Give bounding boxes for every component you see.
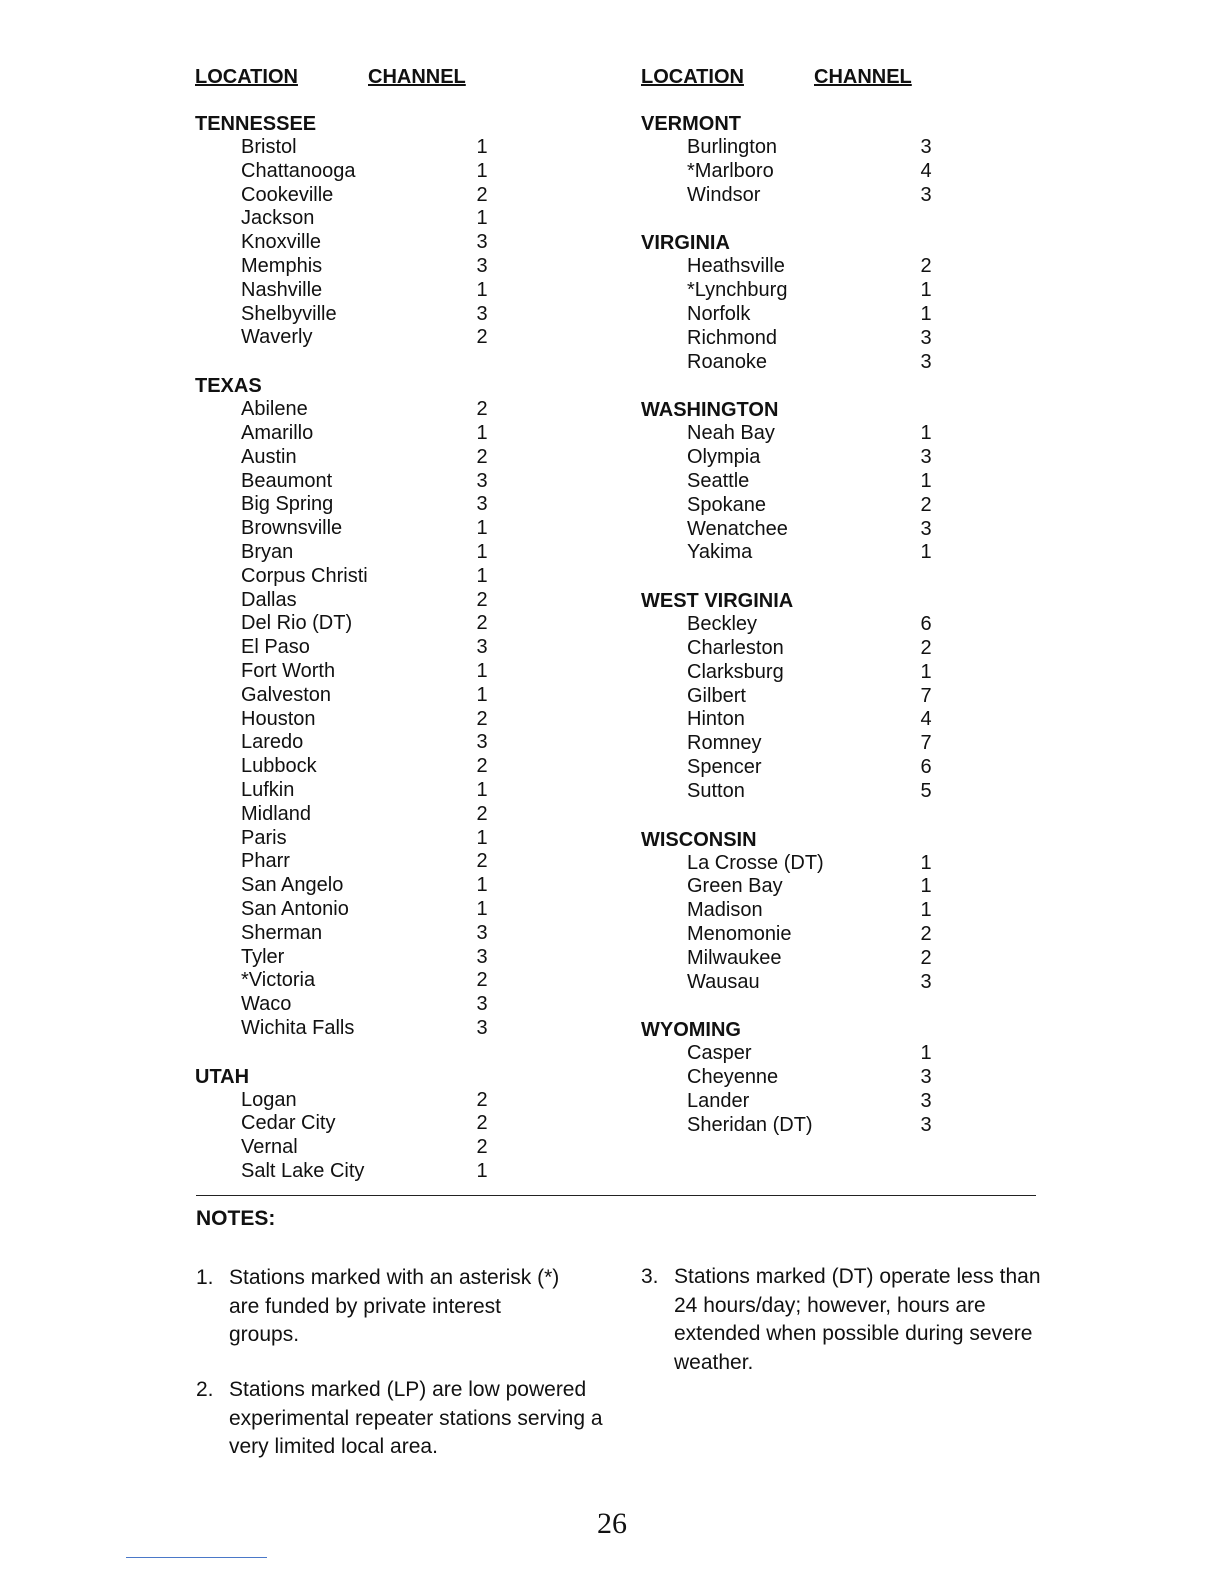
station-row — [195, 470, 595, 494]
state-name: VIRGINIA — [641, 232, 730, 255]
station-channel: 2 — [476, 850, 488, 873]
station-row — [195, 541, 595, 565]
station-location: Hinton — [687, 708, 745, 731]
station-location: Nashville — [241, 278, 323, 301]
station-location: Gilbert — [687, 684, 746, 707]
station-row — [195, 493, 595, 517]
note-text: Stations marked with an asterisk (*) are funded by private interest groups. — [229, 1266, 560, 1346]
station-channel: 5 — [920, 779, 932, 802]
station-channel: 3 — [476, 493, 488, 516]
station-row — [195, 422, 595, 446]
station-channel: 2 — [476, 588, 488, 611]
station-row — [195, 708, 595, 732]
left-column-header — [195, 60, 595, 112]
station-row — [195, 303, 595, 327]
note-text: Stations marked (DT) operate less than 24 hours/day; however, hours are extended when possible during severe weather. — [674, 1265, 1041, 1374]
station-location: Brownsville — [241, 517, 343, 540]
station-row — [641, 971, 1041, 995]
station-location: Laredo — [241, 731, 304, 754]
station-channel: 1 — [920, 660, 932, 683]
station-channel: 1 — [476, 826, 488, 849]
station-location: Sutton — [687, 779, 745, 802]
station-row — [195, 1160, 595, 1184]
station-channel: 1 — [476, 897, 488, 920]
station-row — [195, 898, 595, 922]
station-location: Salt Lake City — [241, 1160, 365, 1183]
station-location: Big Spring — [241, 493, 334, 516]
station-row — [641, 637, 1041, 661]
station-location: Logan — [241, 1088, 297, 1111]
station-location: Green Bay — [687, 875, 783, 898]
station-channel: 2 — [476, 707, 488, 730]
station-location: Spencer — [687, 755, 762, 778]
station-row — [195, 684, 595, 708]
station-location: Fort Worth — [241, 659, 336, 682]
station-channel: 3 — [920, 1113, 932, 1136]
station-channel: 6 — [920, 613, 932, 636]
notes-title: NOTES: — [196, 1207, 276, 1230]
station-location: Amarillo — [241, 421, 314, 444]
station-channel: 1 — [476, 1160, 488, 1183]
station-location: Richmond — [687, 326, 778, 349]
station-location: Abilene — [241, 398, 308, 421]
station-channel: 1 — [920, 541, 932, 564]
note-number: 1. — [196, 1266, 214, 1289]
station-row — [641, 661, 1041, 685]
state-section — [641, 1018, 1041, 1137]
state-section — [641, 112, 1041, 207]
station-location: Lubbock — [241, 755, 317, 778]
station-channel: 2 — [920, 922, 932, 945]
station-channel: 2 — [476, 1088, 488, 1111]
state-name: UTAH — [195, 1065, 250, 1088]
state-name: TENNESSEE — [195, 113, 317, 135]
station-location: Del Rio (DT) — [241, 612, 353, 635]
station-location: Spokane — [687, 493, 766, 516]
state-name: WEST VIRGINIA — [641, 590, 794, 613]
station-channel: 1 — [920, 279, 932, 302]
station-location: *Marlboro — [687, 159, 774, 182]
station-row — [641, 875, 1041, 899]
station-row — [195, 1017, 595, 1041]
station-row — [641, 756, 1041, 780]
station-location: Waco — [241, 993, 292, 1016]
station-location: Burlington — [687, 136, 778, 158]
station-location: *Lynchburg — [687, 279, 788, 302]
state-name: VERMONT — [641, 113, 741, 135]
station-channel: 3 — [476, 731, 488, 754]
station-location: Dallas — [241, 588, 297, 611]
station-channel: 1 — [920, 302, 932, 325]
station-location: Galveston — [241, 683, 332, 706]
station-channel: 3 — [476, 469, 488, 492]
station-location: Tyler — [241, 945, 285, 968]
station-row — [195, 136, 595, 160]
station-row — [641, 852, 1041, 876]
station-row — [195, 517, 595, 541]
note-text: Stations marked (LP) are low powered experimental repeater stations serving a very limited local area. — [229, 1378, 603, 1458]
station-channel: 2 — [476, 1112, 488, 1135]
station-channel: 1 — [920, 422, 932, 445]
station-channel: 1 — [476, 136, 488, 158]
station-row — [641, 732, 1041, 756]
state-section — [195, 374, 595, 1041]
right-column — [641, 60, 1041, 1162]
station-channel: 3 — [476, 1016, 488, 1039]
station-row — [641, 1066, 1041, 1090]
page-number: 26 — [597, 1507, 627, 1540]
station-location: Clarksburg — [687, 660, 784, 683]
station-location: Milwaukee — [687, 946, 782, 969]
station-row — [641, 899, 1041, 923]
station-location: *Victoria — [241, 969, 316, 992]
station-row — [195, 565, 595, 589]
station-row — [641, 685, 1041, 709]
note-number: 2. — [196, 1378, 214, 1401]
station-location: Waverly — [241, 326, 313, 349]
station-location: Wausau — [687, 970, 760, 993]
station-channel: 2 — [476, 326, 488, 349]
station-location: Vernal — [241, 1136, 298, 1159]
station-row — [195, 636, 595, 660]
station-row — [195, 207, 595, 231]
footer-rule — [126, 1557, 267, 1558]
station-channel: 2 — [476, 398, 488, 421]
station-channel: 1 — [920, 469, 932, 492]
station-location: Wenatchee — [687, 517, 788, 540]
station-channel: 2 — [476, 445, 488, 468]
station-channel: 2 — [920, 493, 932, 516]
station-channel: 2 — [476, 1136, 488, 1159]
station-channel: 1 — [476, 159, 488, 182]
location-heading: LOCATION — [195, 66, 298, 88]
station-channel: 2 — [476, 969, 488, 992]
station-channel: 7 — [920, 732, 932, 755]
station-row — [195, 255, 595, 279]
station-row — [195, 922, 595, 946]
station-location: Midland — [241, 802, 312, 825]
station-location: Olympia — [687, 446, 761, 469]
station-channel: 3 — [920, 326, 932, 349]
station-channel: 3 — [920, 970, 932, 993]
station-channel: 7 — [920, 684, 932, 707]
station-row — [641, 446, 1041, 470]
station-location: Sherman — [241, 921, 323, 944]
station-location: Bristol — [241, 136, 297, 158]
state-name: WYOMING — [641, 1019, 741, 1042]
station-location: Chattanooga — [241, 159, 356, 182]
station-channel: 1 — [476, 683, 488, 706]
note-item — [196, 1376, 606, 1462]
station-row — [641, 518, 1041, 542]
location-heading: LOCATION — [641, 66, 744, 88]
station-channel: 4 — [920, 159, 932, 182]
station-channel: 1 — [476, 207, 488, 230]
station-channel: 3 — [476, 254, 488, 277]
station-channel: 3 — [476, 993, 488, 1016]
station-row — [641, 422, 1041, 446]
station-location: Neah Bay — [687, 422, 775, 445]
station-row — [641, 136, 1041, 160]
state-section — [195, 1065, 595, 1184]
station-channel: 3 — [920, 136, 932, 158]
station-row — [195, 850, 595, 874]
station-location: Bryan — [241, 540, 294, 563]
station-row — [195, 589, 595, 613]
station-row — [195, 660, 595, 684]
station-channel: 2 — [920, 946, 932, 969]
station-location: Menomonie — [687, 922, 792, 945]
station-channel: 1 — [476, 778, 488, 801]
station-location: Houston — [241, 707, 316, 730]
station-row — [641, 494, 1041, 518]
station-location: Memphis — [241, 254, 323, 277]
station-location: Jackson — [241, 207, 315, 230]
station-row — [641, 1090, 1041, 1114]
station-row — [195, 612, 595, 636]
station-channel: 1 — [920, 875, 932, 898]
station-channel: 3 — [920, 183, 932, 206]
station-channel: 3 — [920, 1089, 932, 1112]
station-channel: 6 — [920, 755, 932, 778]
note-item — [196, 1264, 576, 1350]
station-location: Yakima — [687, 541, 753, 564]
station-channel: 1 — [476, 874, 488, 897]
station-row — [641, 255, 1041, 279]
station-channel: 2 — [476, 612, 488, 635]
station-channel: 1 — [476, 517, 488, 540]
station-channel: 2 — [476, 755, 488, 778]
station-channel: 3 — [476, 945, 488, 968]
state-section — [641, 828, 1041, 995]
station-row — [195, 969, 595, 993]
right-state-list — [641, 112, 1041, 1138]
state-section — [641, 398, 1041, 565]
state-section — [641, 231, 1041, 374]
station-channel: 3 — [476, 302, 488, 325]
station-location: Charleston — [687, 636, 784, 659]
station-channel: 2 — [476, 802, 488, 825]
station-channel: 1 — [476, 421, 488, 444]
station-location: San Antonio — [241, 897, 349, 920]
station-row — [195, 1089, 595, 1113]
station-row — [641, 541, 1041, 565]
state-name: WISCONSIN — [641, 828, 757, 851]
station-row — [195, 803, 595, 827]
station-row — [195, 731, 595, 755]
station-row — [195, 1112, 595, 1136]
station-channel: 2 — [476, 183, 488, 206]
station-row — [195, 874, 595, 898]
station-location: Pharr — [241, 850, 290, 873]
station-location: Seattle — [687, 469, 750, 492]
station-location: Shelbyville — [241, 302, 337, 325]
station-location: La Crosse (DT) — [687, 851, 824, 874]
state-name: WASHINGTON — [641, 399, 779, 422]
station-row — [641, 780, 1041, 804]
station-location: Madison — [687, 899, 763, 922]
station-row — [195, 279, 595, 303]
station-channel: 2 — [920, 636, 932, 659]
station-row — [195, 231, 595, 255]
station-row — [641, 947, 1041, 971]
station-channel: 4 — [920, 708, 932, 731]
station-channel: 1 — [476, 659, 488, 682]
station-channel: 1 — [920, 1042, 932, 1065]
station-row — [195, 779, 595, 803]
station-row — [641, 184, 1041, 208]
station-row — [641, 470, 1041, 494]
station-location: El Paso — [241, 636, 310, 659]
station-row — [641, 303, 1041, 327]
station-location: Norfolk — [687, 302, 751, 325]
right-column-header — [641, 60, 1041, 112]
station-row — [641, 708, 1041, 732]
station-channel: 3 — [920, 350, 932, 373]
station-row — [195, 827, 595, 851]
station-channel: 3 — [920, 517, 932, 540]
station-row — [195, 446, 595, 470]
station-location: San Angelo — [241, 874, 344, 897]
station-row — [641, 327, 1041, 351]
station-location: Austin — [241, 445, 297, 468]
station-row — [641, 1042, 1041, 1066]
state-section — [641, 589, 1041, 803]
station-channel: 1 — [920, 899, 932, 922]
station-channel: 1 — [476, 564, 488, 587]
station-row — [195, 160, 595, 184]
left-column — [195, 60, 595, 1208]
station-location: Casper — [687, 1042, 752, 1065]
station-location: Heathsville — [687, 255, 785, 278]
station-location: Cookeville — [241, 183, 334, 206]
state-name: TEXAS — [195, 375, 262, 398]
station-channel: 1 — [476, 278, 488, 301]
channel-heading: CHANNEL — [368, 66, 466, 88]
station-location: Roanoke — [687, 350, 768, 373]
station-row — [641, 613, 1041, 637]
station-location: Knoxville — [241, 231, 322, 254]
station-row — [195, 398, 595, 422]
note-number: 3. — [641, 1265, 659, 1288]
station-row — [195, 326, 595, 350]
notes-divider — [196, 1195, 1036, 1196]
station-row — [195, 993, 595, 1017]
station-channel: 3 — [476, 921, 488, 944]
station-channel: 3 — [476, 636, 488, 659]
station-row — [195, 184, 595, 208]
station-channel: 1 — [920, 851, 932, 874]
station-location: Wichita Falls — [241, 1016, 355, 1039]
station-location: Cedar City — [241, 1112, 336, 1135]
station-channel: 1 — [476, 540, 488, 563]
station-channel: 2 — [920, 255, 932, 278]
station-row — [195, 946, 595, 970]
channel-heading: CHANNEL — [814, 66, 912, 88]
station-row — [641, 923, 1041, 947]
station-location: Corpus Christi — [241, 564, 368, 587]
station-location: Paris — [241, 826, 287, 849]
note-item — [641, 1263, 1051, 1377]
station-row — [641, 1114, 1041, 1138]
station-location: Cheyenne — [687, 1066, 779, 1089]
station-row — [195, 755, 595, 779]
station-row — [641, 160, 1041, 184]
station-location: Romney — [687, 732, 762, 755]
station-row — [195, 1136, 595, 1160]
station-channel: 3 — [476, 231, 488, 254]
station-location: Lufkin — [241, 778, 295, 801]
station-row — [641, 279, 1041, 303]
station-location: Beckley — [687, 613, 758, 636]
station-channel: 3 — [920, 1066, 932, 1089]
state-section — [195, 112, 595, 350]
left-state-list — [195, 112, 595, 1184]
station-location: Sheridan (DT) — [687, 1113, 813, 1136]
station-location: Lander — [687, 1089, 750, 1112]
station-channel: 3 — [920, 446, 932, 469]
station-row — [641, 351, 1041, 375]
station-location: Beaumont — [241, 469, 333, 492]
station-location: Windsor — [687, 183, 761, 206]
